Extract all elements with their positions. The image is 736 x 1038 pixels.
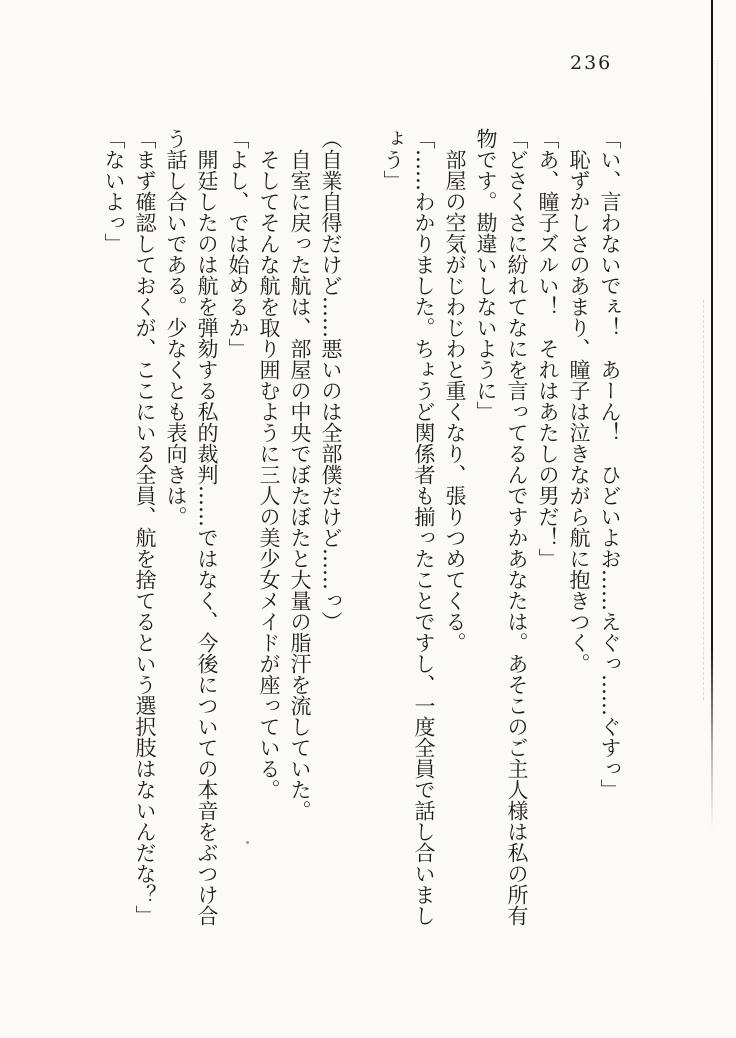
text-column: 「……わかりました。ちょうど関係者も揃ったことですし、一度全員で話し合いまし (412, 128, 436, 926)
vertical-text-block (98, 128, 625, 942)
text-column: ょう」 (381, 128, 405, 191)
text-column: 「どさくさに紛れてなにを言ってるんですかあなたは。あそこのご主人様は私の所有 (505, 128, 529, 926)
text-column: 「ないよっ」 (102, 128, 126, 254)
text-column: 恥ずかしさのあまり、瞳子は泣きながら航に抱きつく。 (567, 149, 591, 674)
text-column: 「あ、瞳子ズルい！ それはあたしの男だ！」 (536, 128, 560, 569)
text-column: （自業自得だけど……悪いのは全部僕だけど……っ） (319, 128, 343, 632)
text-column: そしてそんな航を取り囲むように三人の美少女メイドが座っている。 (257, 149, 281, 800)
text-column: 自室に戻った航は、部屋の中央でぼたぼたと大量の脂汗を流していた。 (288, 149, 312, 821)
text-column: う話し合いである。少なくとも表向きは。 (164, 128, 188, 527)
text-column: 「よし、では始めるか」 (226, 128, 250, 359)
text-column: 物です。勘違いしないように」 (474, 128, 498, 422)
text-column: 開廷したのは航を弾劾する私的裁判……ではなく、今後についての本音をぶつけ合 (195, 149, 219, 926)
scan-artifact-dots (703, 300, 704, 700)
scan-artifact-dots (717, 60, 718, 280)
text-column: 「い、言わないでぇ！ あーん！ ひどいよお……えぐっ……ぐすっ」 (598, 128, 622, 800)
page-gutter-line (711, 0, 713, 830)
page-number: 236 (570, 52, 613, 74)
text-column: 部屋の空気がじわじわと重くなり、張りつめてくる。 (443, 149, 467, 653)
text-column: 「まず確認しておくが、ここにいる全員、航を捨てるという選択肢はないんだな？」 (133, 128, 157, 926)
